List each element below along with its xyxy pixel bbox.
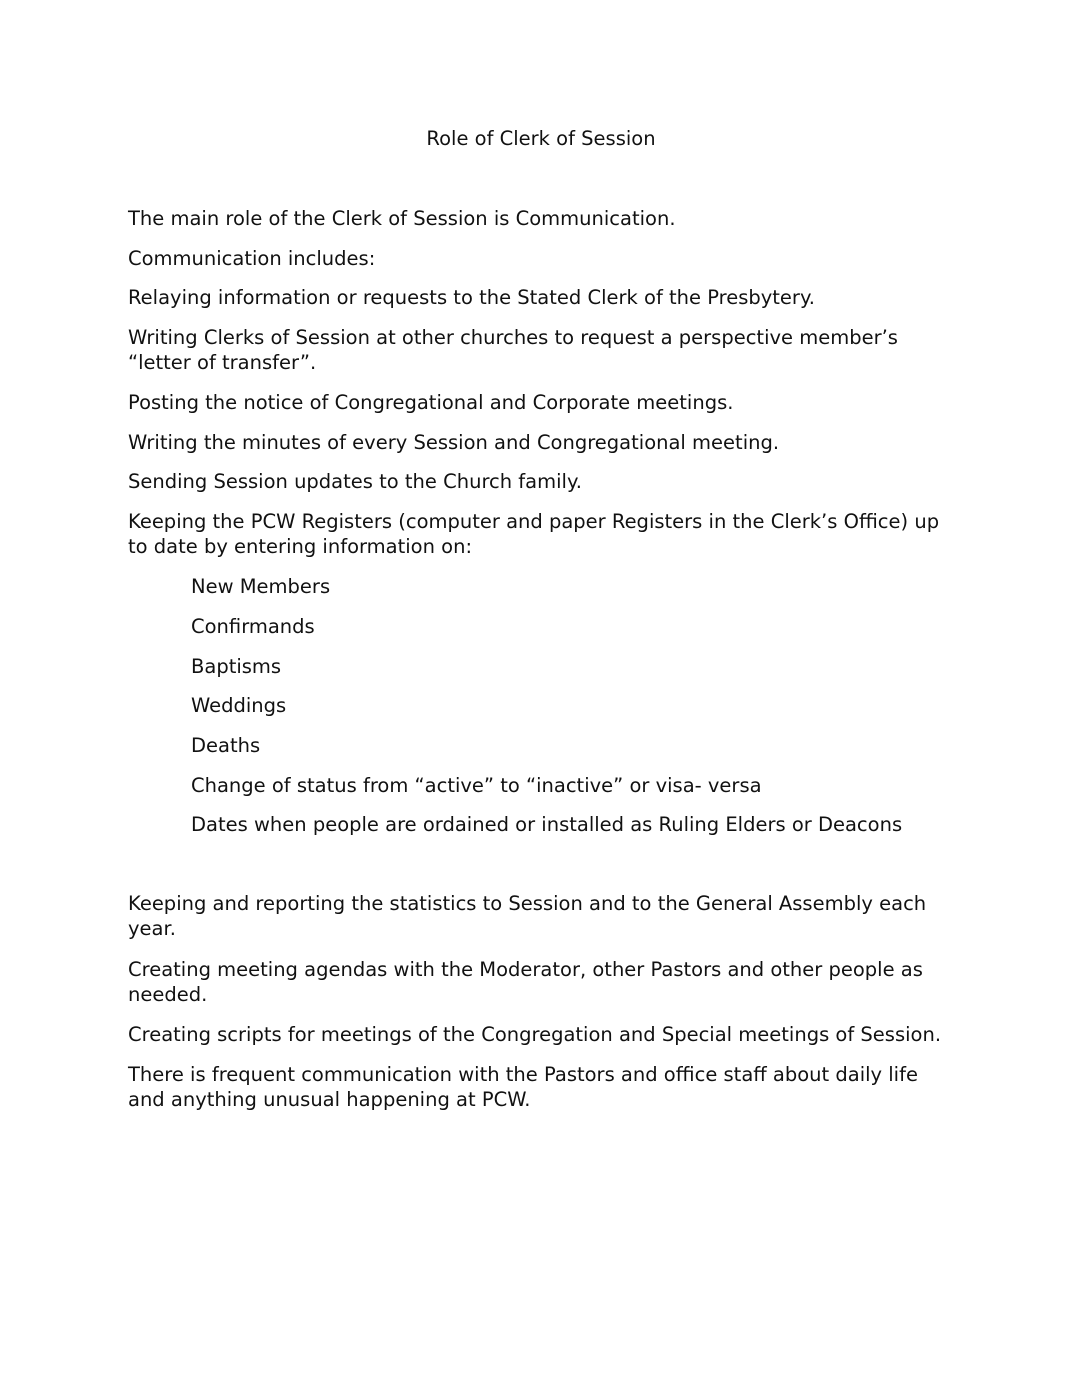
register-item: Deaths: [191, 734, 261, 757]
list-item: Keeping and reporting the statistics to Session and to the General Assembly each year.: [128, 892, 927, 940]
register-item: Change of status from “active” to “inactive” or visa- versa: [191, 774, 762, 797]
register-item: Dates when people are ordained or installed as Ruling Elders or Deacons: [191, 813, 903, 836]
register-item: Baptisms: [191, 655, 282, 678]
list-item: Sending Session updates to the Church family.: [128, 470, 582, 493]
page-title: Role of Clerk of Session: [426, 127, 656, 150]
list-item: Keeping the PCW Registers (computer and paper Registers in the Clerk’s Office) up to date by entering information on:: [128, 510, 940, 558]
register-item: Confirmands: [191, 615, 315, 638]
intro-paragraph: The main role of the Clerk of Session is Communication.: [128, 207, 676, 230]
list-item: Creating meeting agendas with the Moderator, other Pastors and other people as needed.: [128, 958, 923, 1006]
list-item: There is frequent communication with the Pastors and office staff about daily life and anything unusual happening at PCW.: [128, 1063, 918, 1111]
list-item: Writing Clerks of Session at other churches to request a perspective member’s “letter of transfer”.: [128, 326, 898, 374]
list-item: Posting the notice of Congregational and Corporate meetings.: [128, 391, 734, 414]
list-item: Writing the minutes of every Session and Congregational meeting.: [128, 431, 780, 454]
register-item: Weddings: [191, 694, 287, 717]
list-item: Creating scripts for meetings of the Congregation and Special meetings of Session.: [128, 1023, 942, 1046]
register-item: New Members: [191, 575, 331, 598]
list-item: Relaying information or requests to the Stated Clerk of the Presbytery.: [128, 286, 815, 309]
includes-label: Communication includes:: [128, 247, 376, 270]
